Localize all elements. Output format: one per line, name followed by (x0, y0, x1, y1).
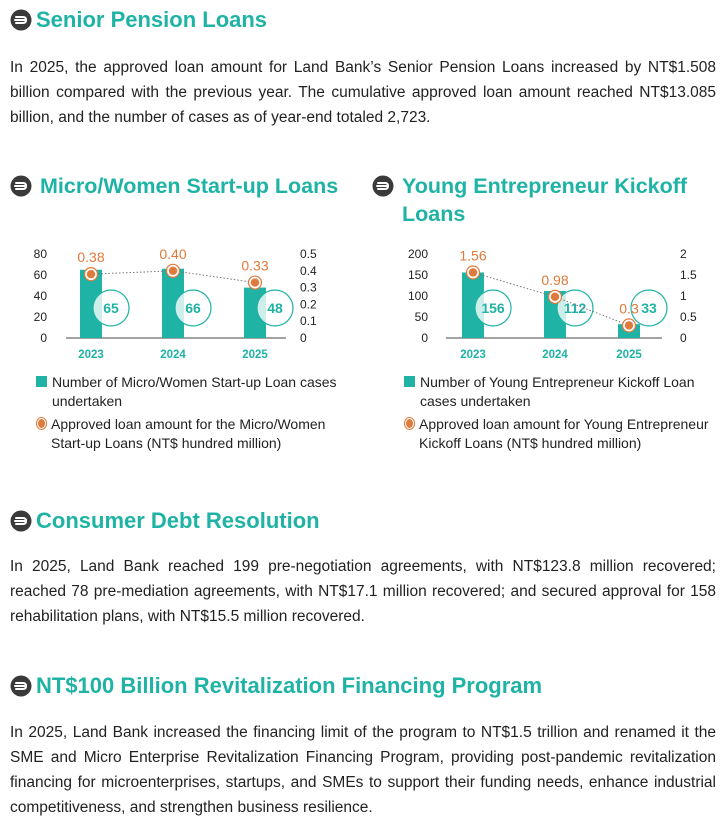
section-title-text: NT$100 Billion Revitalization Financing Program (36, 673, 543, 698)
consumer-debt-paragraph: In 2025, Land Bank reached 199 pre-negotiation agreements, with NT$123.8 million recovered; reached 78 pre-mediation agreements, with NT$17.1 million recovered; and secured approval for 158 rehabilitation plans, with NT$15.5 million recovered. (10, 558, 716, 625)
right-axis-tick-label: 0.5 (300, 247, 317, 261)
left-axis-tick-label: 200 (407, 247, 428, 261)
amount-point (87, 270, 95, 278)
land-bank-logo-icon (372, 175, 394, 197)
legend-item-cases (36, 373, 356, 411)
right-axis-tick-label: 0.1 (300, 314, 317, 329)
legend-dot-swatch (37, 418, 46, 429)
x-tick-label: 2023 (78, 349, 104, 361)
legend-item-amount (36, 415, 356, 453)
amount-point (625, 321, 633, 329)
legend-bar-swatch (36, 376, 47, 387)
amount-value-label: 0.38 (77, 249, 105, 266)
legend-label-amount: Approved loan amount for the Micro/Women Start-up Loans (NT$ hundred million) (51, 416, 326, 451)
legend-item-amount (404, 415, 720, 453)
x-tick-label: 2024 (542, 349, 568, 361)
left-axis-tick-label: 60 (33, 268, 47, 282)
section-title-senior-pension (10, 7, 267, 33)
land-bank-logo-icon (10, 510, 32, 532)
left-axis-tick-label: 50 (414, 310, 428, 324)
section-title-text: Senior Pension Loans (36, 7, 268, 32)
bar-value-label: 48 (267, 300, 283, 316)
amount-value-label: 1.56 (459, 247, 487, 264)
amount-point (251, 278, 259, 286)
right-axis-tick-label: 1.5 (680, 268, 697, 282)
right-axis-tick-label: 0.4 (300, 263, 317, 278)
legend-label-cases: Number of Young Entrepreneur Kickoff Loan cases undertaken (420, 374, 695, 409)
legend-label-amount: Approved loan amount for Young Entrepreneur Kickoff Loans (NT$ hundred million) (419, 416, 709, 451)
legend-label-cases: Number of Micro/Women Start-up Loan cases undertaken (52, 374, 337, 409)
left-axis-tick-label: 0 (421, 331, 428, 345)
left-axis-tick-label: 100 (407, 289, 428, 303)
chart-title-text: Micro/Women Start-up Loans (40, 174, 339, 198)
right-axis-tick-label: 0 (680, 331, 687, 345)
amount-value-label: 0.3 (619, 300, 639, 317)
x-tick-label: 2023 (460, 349, 486, 361)
amount-value-label: 0.33 (241, 257, 269, 274)
left-axis-tick-label: 40 (33, 289, 47, 303)
legend-item-cases (404, 373, 720, 411)
right-axis-tick-label: 0 (300, 331, 307, 345)
amount-point (551, 293, 559, 301)
bar-value-label: 65 (103, 300, 119, 316)
left-axis-tick-label: 80 (33, 247, 47, 261)
revitalization-paragraph: In 2025, Land Bank increased the financing limit of the program to NT$1.5 trillion and renamed it the SME and Micro Enterprise Revitalization Financing Program, providing post-pandemic revitalization financing for microenterprises, startups, and SMEs to support their funding needs, enhance industrial competitiveness, and strengthen business resilience. (10, 724, 716, 816)
x-tick-label: 2024 (160, 349, 186, 361)
right-axis-tick-label: 0.3 (300, 280, 317, 295)
micro-women-combo-chart (0, 240, 340, 370)
bar-value-label: 156 (481, 300, 505, 316)
left-axis-tick-label: 150 (407, 268, 428, 282)
right-axis-tick-label: 0.5 (680, 310, 697, 324)
section-title-consumer-debt (10, 508, 320, 534)
senior-pension-paragraph: In 2025, the approved loan amount for Land Bank’s Senior Pension Loans increased by NT$1.508 billion compared with the previous year. The cumulative approved loan amount reached NT$13.085 billion, and the number of cases as of year-end totaled 2,723. (10, 59, 716, 126)
amount-point (169, 267, 177, 275)
left-axis-tick-label: 0 (40, 331, 47, 345)
amount-value-label: 0.40 (159, 245, 187, 262)
young-entrepreneur-legend (404, 373, 720, 457)
x-tick-label: 2025 (242, 349, 268, 361)
bar-value-label: 112 (563, 300, 587, 316)
right-axis-tick-label: 2 (680, 247, 687, 261)
left-axis-tick-label: 20 (33, 310, 47, 324)
amount-value-label: 0.98 (541, 271, 569, 288)
section-title-revitalization (10, 673, 542, 699)
x-tick-label: 2025 (616, 349, 642, 361)
land-bank-logo-icon (10, 175, 32, 197)
bar-value-label: 66 (185, 300, 201, 316)
chart-title-micro-women (10, 172, 340, 200)
legend-bar-swatch (404, 376, 415, 387)
chart-title-text: Young Entrepreneur Kickoff Loans (402, 174, 688, 226)
section-title-text: Consumer Debt Resolution (36, 508, 320, 533)
bar-value-label: 33 (641, 300, 657, 316)
amount-point (469, 268, 477, 276)
land-bank-logo-icon (10, 675, 32, 697)
right-axis-tick-label: 1 (680, 289, 687, 303)
micro-women-legend (36, 373, 356, 457)
right-axis-tick-label: 0.2 (300, 297, 317, 312)
young-entrepreneur-combo-chart (362, 240, 726, 370)
legend-dot-swatch (405, 418, 414, 429)
land-bank-logo-icon (10, 9, 32, 31)
chart-title-young-entrepreneur (372, 172, 726, 228)
